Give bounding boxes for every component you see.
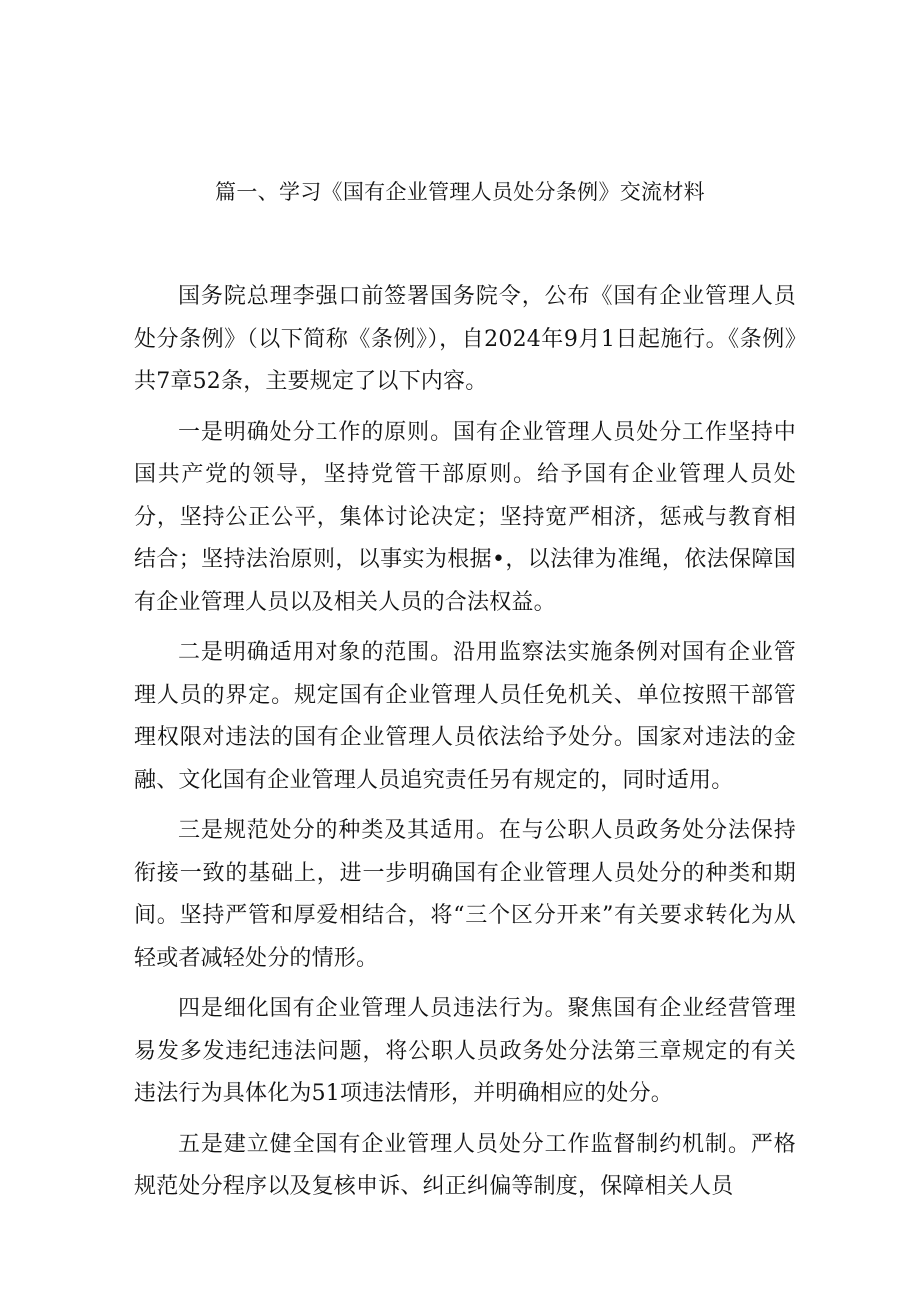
paragraph-intro: 国务院总理李强口前签署国务院令，公布《国有企业管理人员处分条例》（以下简称《条例》），自2024年9月1日起施行。《条例》共7章52条，主要规定了以下内容。 [134,284,796,394]
paragraph-principles: 一是明确处分工作的原则。国有企业管理人员处分工作坚持中国共产党的领导，坚持党管干部原则。给予国有企业管理人员处分，坚持公正公平，集体讨论决定；坚持宽严相济，惩戒与教育相结合；坚持法治原则，以事实为根据•，以法律为准绳，依法保障国有企业管理人员以及相关人员的合法权益。 [134,419,796,615]
paragraph-scope: 二是明确适用对象的范围。沿用监察法实施条例对国有企业管理人员的界定。规定国有企业管理人员任免机关、单位按照干部管理权限对违法的国有企业管理人员依法给予处分。国家对违法的金融、文化国有企业管理人员追究责任另有规定的，同时适用。 [134,640,796,793]
document-body [134,276,796,1217]
paragraph-types: 三是规范处分的种类及其适用。在与公职人员政务处分法保持衔接一致的基础上，进一步明确国有企业管理人员处分的种类和期间。坚持严管和厚爱相结合，将“三个区分开来”有关要求转化为从轻或者减轻处分的情形。 [134,818,796,971]
paragraph-violations: 四是细化国有企业管理人员违法行为。聚焦国有企业经营管理易发多发违纪违法问题，将公职人员政务处分法第三章规定的有关违法行为具体化为51项违法情形，并明确相应的处分。 [134,996,796,1106]
paragraph-supervision: 五是建立健全国有企业管理人员处分工作监督制约机制。严格规范处分程序以及复核申诉、纠正纠偏等制度，保障相关人员 [134,1131,796,1199]
document-title: 篇一、学习《国有企业管理人员处分条例》交流材料 [215,180,705,204]
